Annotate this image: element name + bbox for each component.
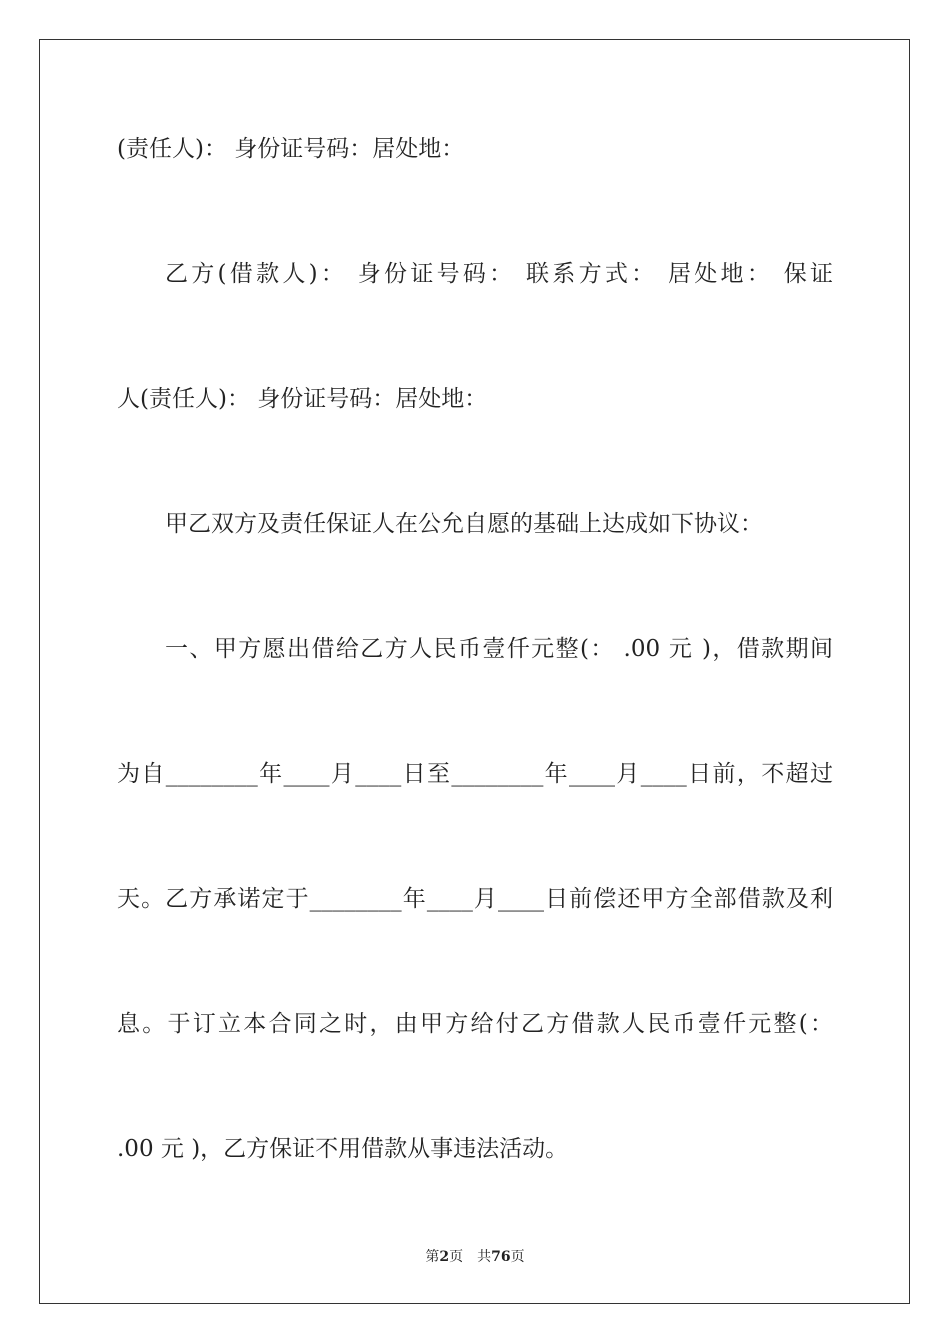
- text-line-7: 天。乙方承诺定于________年____月____日前偿还甲方全部借款及利: [117, 886, 833, 912]
- text-line-4: 甲乙双方及责任保证人在公允自愿的基础上达成如下协议：: [165, 511, 763, 537]
- footer-page-unit: 页: [449, 1249, 464, 1265]
- footer-total-unit: 页: [510, 1249, 525, 1265]
- text-line-2: 乙方(借款人)： 身份证号码： 联系方式： 居处地： 保证: [165, 261, 833, 287]
- footer-total-prefix: 共: [477, 1249, 492, 1265]
- text-line-5: 一、甲方愿出借给乙方人民币壹仟元整(： .00 元 )，借款期间: [165, 636, 833, 662]
- text-line-6: 为自________年____月____日至________年____月____日前，不超过: [117, 761, 833, 787]
- text-line-1: (责任人)： 身份证号码：居处地：: [117, 136, 465, 162]
- text-line-3: 人(责任人)： 身份证号码：居处地：: [117, 386, 488, 412]
- footer-page-number: 2: [439, 1249, 450, 1265]
- text-line-8: 息。于订立本合同之时，由甲方给付乙方借款人民币壹仟元整(：: [117, 1011, 833, 1037]
- page-border: [39, 39, 910, 1304]
- footer-total-pages: 76: [491, 1249, 511, 1265]
- footer-prefix: 第: [425, 1249, 440, 1265]
- page-footer: [0, 1246, 950, 1266]
- text-line-9: .00 元 )，乙方保证不用借款从事违法活动。: [117, 1136, 569, 1162]
